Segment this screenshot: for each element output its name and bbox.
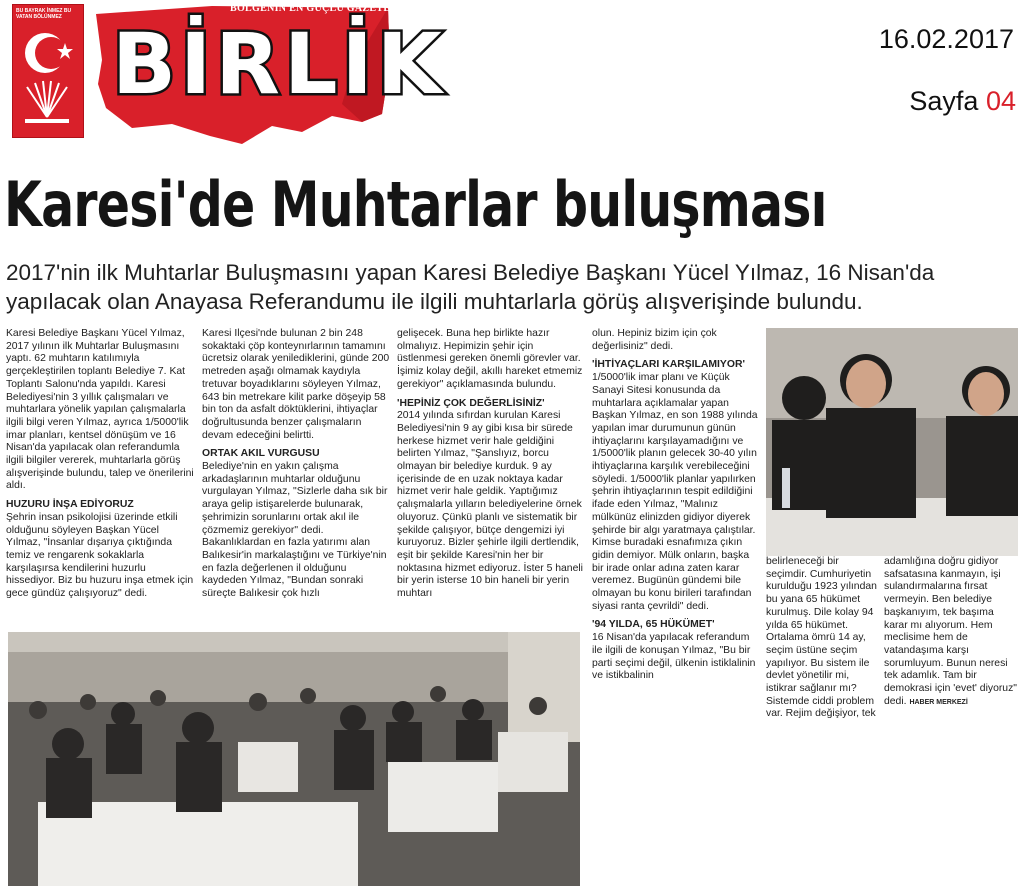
paragraph: Şehrin insan psikolojisi üzerinde etkili olduğunu söyleyen Başkan Yücel Yılmaz, "İnsanlar dışarıya çıktığında temiz ve rengarenk sokaklarla karşılaşırsa kendilerini huzurlu hissediyor. Biz bu huzuru inşa etmek için gece gündüz çalışıyoruz" dedi.	[6, 511, 194, 600]
article-column-5	[766, 556, 880, 736]
article-deck: 2017'nin ilk Muhtarlar Buluşmasını yapan Karesi Belediye Başkanı Yücel Yılmaz, 16 Nisan'da yapılacak olan Anayasa Referandumu ile ilgili muhtarlarla görüş alışverişinde bulundu.	[6, 260, 935, 314]
paragraph: Karesi İlçesi'nde bulunan 2 bin 248 sokaktaki çöp konteynırlarının tamamını ücretsiz olarak yenilediklerini, günde 200 metreden aşağı olmamak kaydıyla tretuvar boyadıklarını söyleyen Yılmaz, 643 bin metrekare kilit parke döşeyip 58 bin ton da asfalt döktüklerini, ihtiyaçlar doğrultusunda benzer çalışmaların devam edeceğini belirtti.	[202, 328, 390, 441]
subheading: '94 YILDA, 65 HÜKÜMET'	[592, 619, 715, 631]
paragraph: Karesi Belediye Başkanı Yücel Yılmaz, 2017 yılının ilk Muhtarlar Buluşmasını yaptı. 62 muhtarın katılımıyla gerçekleştirilen toplantı Belediye 7. Kat Toplantı Salonu'nda yapıldı. Karesi Belediyesi'nin 3 yıllık çalışmaları ve muhtarlara yönelik yapılan çalışmalarla ilgili bilgi veren Yılmaz, ayrıca 1/5000'lik imar planları, kentsel dönüşüm ve 16 Nisan'da yapılacak olan referandumla ilgili bilgiler vererek, muhtarlarla görüş alışverişinde bulundu, talep ve önerilerini aldı.	[6, 328, 194, 492]
masthead-tagline: BÖLGENİN EN GÜÇLÜ GAZETESİ	[230, 3, 401, 14]
subheading: 'HEPİNİZ ÇOK DEĞERLİSİNİZ'	[397, 397, 545, 409]
paragraph	[884, 556, 1018, 709]
crescent-star-icon	[17, 25, 77, 129]
newspaper-logo-emblem	[12, 4, 84, 138]
paragraph-text: adamlığına doğru gidiyor safsatasına kanmayın, işi sulandırmalarına fırsat vermeyin. Ben belediye başkanıyım, tek başıma karar mı alıyorum. Hem meclisime hem de vatandaşıma karşı sorumluyum. Bunun neresi tek adamlık. Tam bir demokrasi için 'evet' diyoruz" dedi.	[884, 556, 1017, 707]
paragraph: Belediye'nin en yakın çalışma arkadaşlarının muhtarlar olduğunu vurgulayan Yılmaz, "Sizlerle daha sık bir araya gelip istişarelerde bulunarak, şehrimizin sorunlarını ortak akıl ile çözmemiz gerekiyor" dedi. Bakanlıklardan en fazla yatırımı alan Balıkesir'in markalaştığını ve Türkiye'nin en fazla değerlenen il olduğunu kaydeden Yılmaz, "Bundan sonraki süreçte Balıkesir çok hızlı	[202, 461, 388, 600]
subheading: ORTAK AKIL VURGUSU	[202, 448, 320, 460]
paragraph: 2014 yılında sıfırdan kurulan Karesi Belediyesi'nin 9 ay gibi kısa bir sürede herkese hizmet verir hale geldiğini belirten Yılmaz, "Şanslıyız, borcu olmayan bir belediye kurduk. 9 ay içerisinde de en uzak noktaya kadar hizmet verir hale geldik. Yaptığımız çalışmalarla yılların belediyelerine örnek oluyoruz. Çünkü planlı ve sistematik bir şekilde çalışıyor, bütçe dengemizi iyi kuruyoruz. Bizler şehirle ilgili dertlendik, eşit bir şekilde Karesi'nin her bir noktasına hizmet ediyoruz. İster 5 haneli bir yerin isterse 10 bin haneli bir yerin muhtarı	[397, 410, 583, 600]
meeting-hall-photo	[8, 632, 580, 886]
newspaper-name: BİRLİK	[112, 15, 446, 113]
article-column-4	[592, 328, 760, 888]
paragraph: 1/5000'lik imar planı ve Küçük Sanayi Sitesi konusunda da muhtarlara açıklamalar yapan Başkan Yılmaz, en son 1988 yılında yapılan imar durumunun günün ihtiyaçlarını karşılayamadığını ve 1/5000'lik planın gelecek 30-40 yılın ihtiyaçlarına karşılık verebileceğini söyledi. 1/5000'lik planlar yapılırken şehrin ihtiyaçlarının tespit edildiğini ifade eden Yılmaz, "Malınız mülkünüz elinizden gidiyor diyerek şehirde bir algı yaratmaya çalıştılar. Kimse buradaki esnafımıza çıkın gidin demiyor. Mülk onların, başka bir irade onlar adına zaten karar veremez. Bugünün gündemi bile olmayan bu konu birileri tarafından siyasi ranta çevrildi" dedi.	[592, 372, 758, 612]
page-word: Sayfa	[909, 86, 979, 116]
article-column-3	[397, 328, 583, 628]
paragraph: gelişecek. Buna hep birlikte hazır olmalıyız. Hepimizin şehir için üstlenmesi gereken önemli görevler var. İşimiz kolay değil, akıllı hareket etmemiz gerekiyor" açıklamasında bulundu.	[397, 328, 583, 390]
article-headline: Karesi'de Muhtarlar buluşması	[4, 168, 827, 241]
article-column-1	[6, 328, 194, 628]
article-column-2	[202, 328, 390, 628]
subheading: HUZURU İNŞA EDİYORUZ	[6, 499, 134, 511]
article-byline: HABER MERKEZİ	[909, 698, 968, 706]
page-indicator	[909, 86, 1016, 117]
paragraph: 16 Nisan'da yapılacak referandum ile ilgili de konuşan Yılmaz, "Bu bir parti seçimi değil, ülkenin istiklalinin ve istikbalinin	[592, 632, 756, 682]
logo-slogan: BU BAYRAK İNMEZ BU VATAN BÖLÜNMEZ	[16, 8, 72, 20]
mayor-speaking-photo	[766, 328, 1018, 556]
article-column-6	[884, 556, 1018, 736]
publication-date: 16.02.2017	[878, 24, 1014, 54]
subheading: 'İHTİYAÇLARI KARŞILAMIYOR'	[592, 359, 745, 371]
page-number: 04	[985, 86, 1016, 116]
paragraph: belirleneceği bir seçimdir. Cumhuriyetin kurulduğu 1923 yılından bu yana 65 hükümet kurulmuş. Dile kolay 94 yılda 65 hükümet. Ortalama ömrü 14 ay, seçim üstüne seçim yapılıyor. Bu sistem ile devlet yönetilir mi, istikrar sağlanır mı? Sistemde ciddi problem var. Rejim değişiyor, tek	[766, 556, 877, 720]
paragraph: olun. Hepiniz bizim için çok değerlisiniz" dedi.	[592, 328, 717, 352]
